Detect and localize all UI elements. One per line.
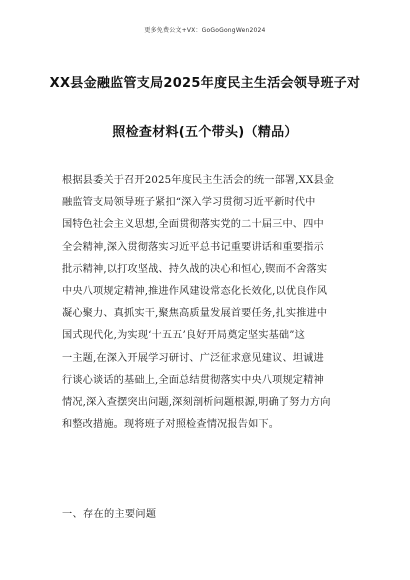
body-line: 一主题,在深入开展学习研讨、广泛征求意见建议、坦诚进 [62, 352, 324, 364]
body-line: 中央八项规定精神,推进作风建设常态化长效化,以优良作风 [62, 285, 328, 297]
body-line: 行谈心谈话的基础上,全面总结贯彻落实中央八项规定精神 [62, 374, 324, 386]
body-line: 情况,深入查摆突出问题,深刻剖析问题根源,明确了努力方向 [62, 396, 331, 408]
body-line: 和整改措施。现将班子对照检查情况报告如下。 [62, 419, 280, 431]
document-title-line-2: 照检查材料(五个带头)（精品） [112, 125, 298, 140]
body-line: 国特色社会主义思想,全面贯彻落实党的二十届三中、四中 [62, 219, 324, 231]
body-line: 根据县委关于召开2025年度民主生活会的统一部署,XX县金 [62, 175, 335, 186]
body-line: 凝心聚力、真抓实干,聚焦高质量发展首要任务,扎实推进中 [62, 308, 328, 320]
body-paragraph [62, 170, 362, 436]
document-title-line-1: XX县金融监管支局2025年度民主生活会领导班子对 [49, 76, 361, 91]
header-note: 更多免费公文+VX：GoGoGongWen2024 [144, 27, 266, 34]
body-line: 全会精神,深入贯彻落实习近平总书记重要讲话和重要指示 [62, 241, 324, 253]
body-line: 批示精神,以打攻坚战、持久战的决心和恒心,锲而不舍落实 [62, 263, 328, 275]
body-line: 融监管支局领导班子紧扣“深入学习贯彻习近平新时代中 [62, 197, 316, 209]
section-heading: 一、存在的主要问题 [62, 509, 157, 520]
body-line: 国式现代化,为实现‘十五五’良好开局奠定坚实基础”这 [62, 330, 305, 342]
